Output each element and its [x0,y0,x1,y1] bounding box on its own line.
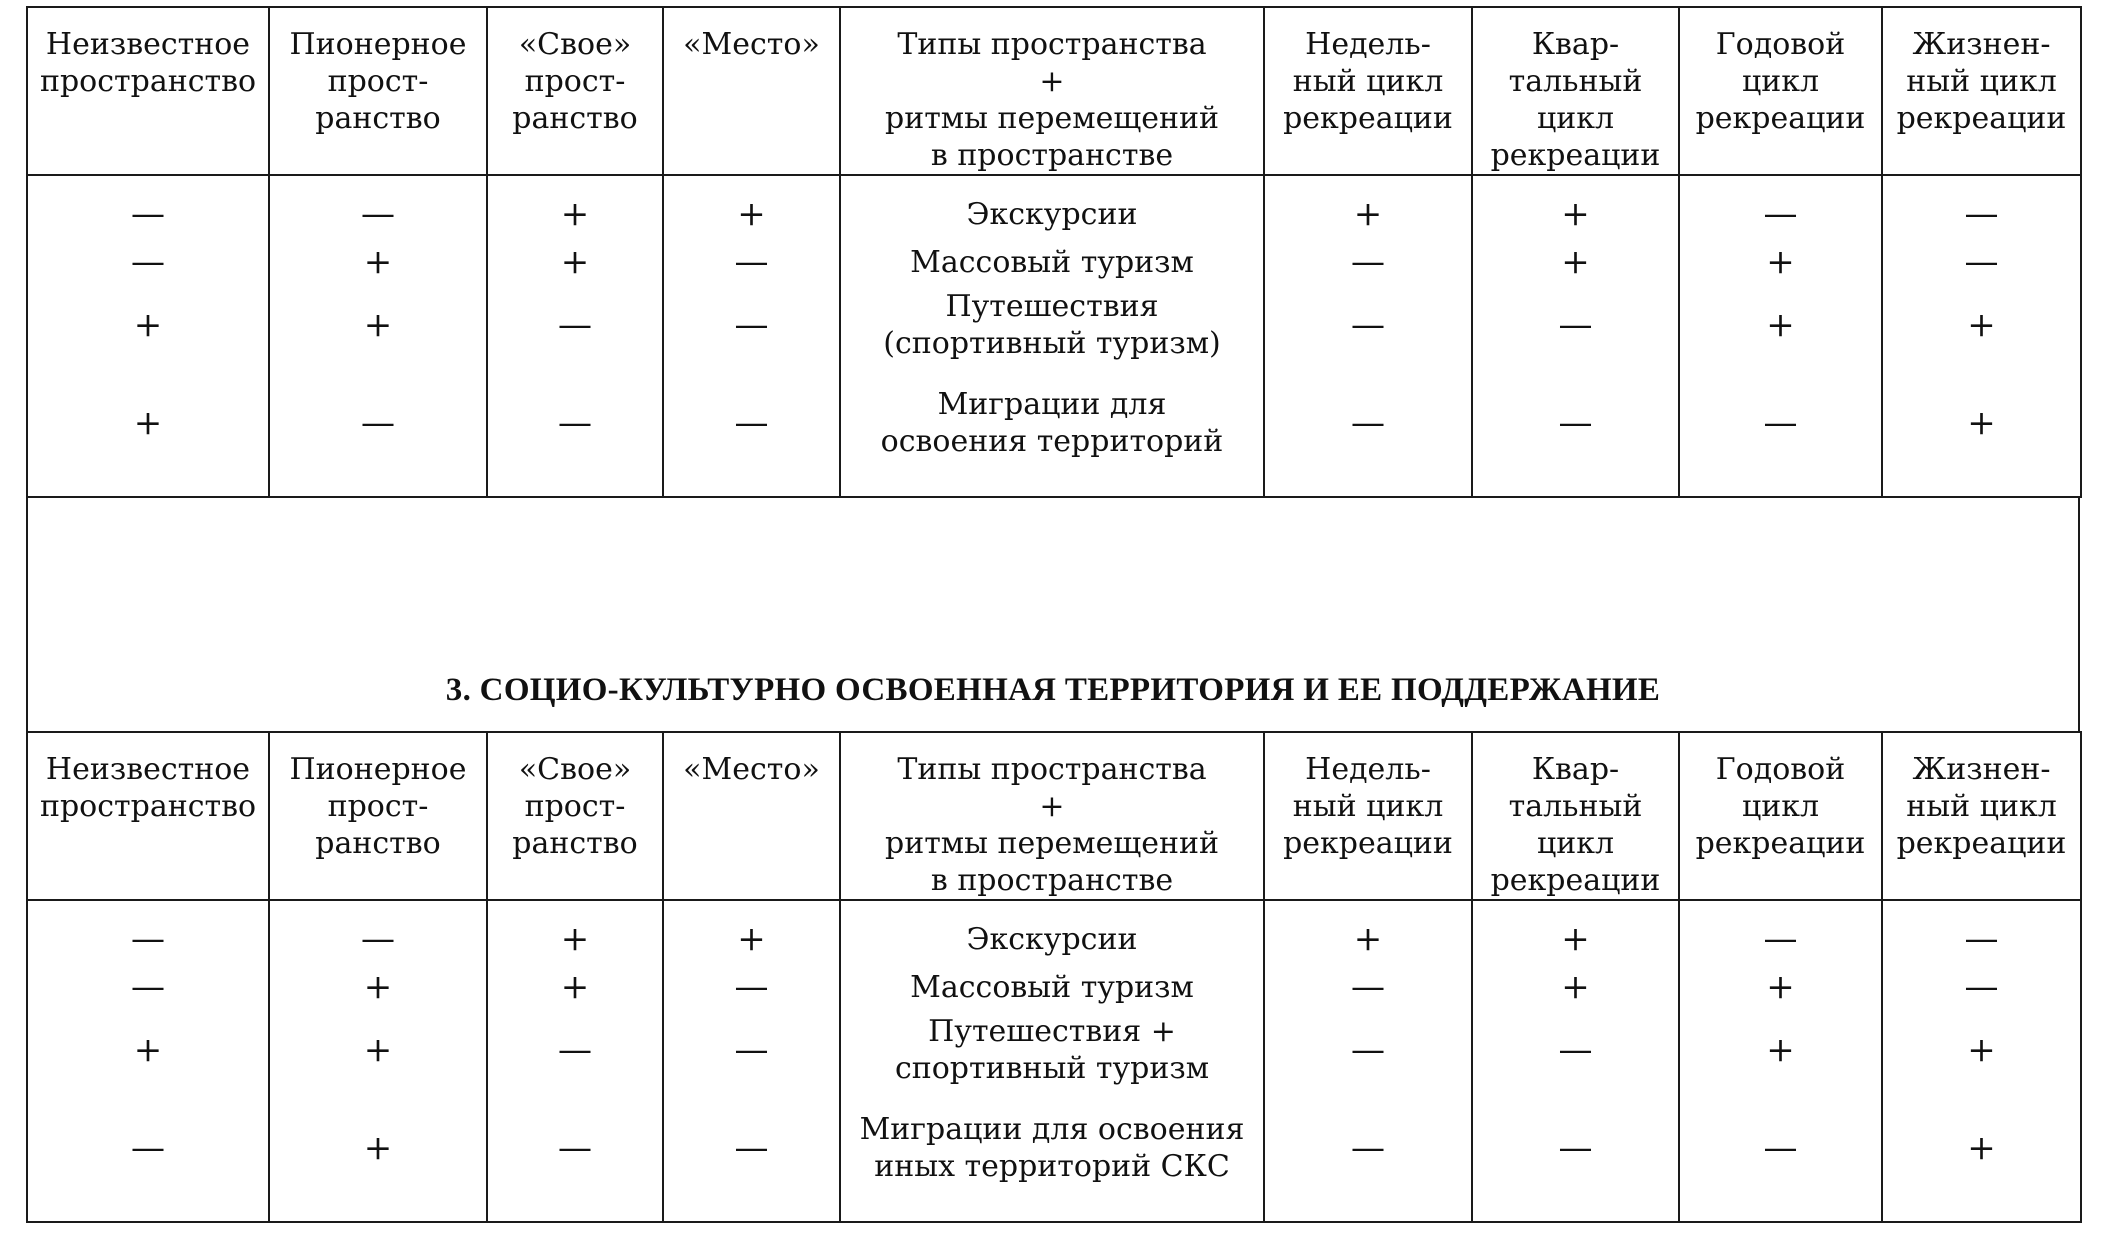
table-1-body [26,176,2082,498]
column-header-line: Недель- [1305,27,1431,62]
cycle-sign-cell: — [1882,238,2081,286]
cycle-sign-cell: — [1679,901,1882,963]
cycle-sign-cell: + [1882,1011,2081,1089]
sign-cell: — [269,901,487,963]
column-header-line: рекреации [1695,826,1866,861]
cycle-sign-cell: + [1882,286,2081,364]
sign-cell: — [487,364,663,497]
column-header-line: Типы пространства [897,752,1207,787]
column-header-line: пространство [39,789,257,824]
column-header-line: прост- [327,64,429,99]
column-header-line: цикл [1741,64,1820,99]
column-header-line: + [1039,789,1065,824]
column-header [1472,7,1679,175]
cycle-sign-cell: + [1679,963,1882,1011]
sign-cell: + [663,901,840,963]
column-header-line: ный цикл [1906,789,2057,824]
column-header-line: Жизнен- [1912,27,2051,62]
cycle-sign-cell: — [1882,963,2081,1011]
sign-cell: — [269,176,487,238]
column-header-line: рекреации [1896,101,2067,136]
movement-type-line: Путешествия + [928,1014,1176,1049]
sign-cell: — [487,286,663,364]
cycle-sign-cell: + [1264,901,1472,963]
column-header-line: рекреации [1490,138,1661,173]
sign-cell: + [27,364,269,497]
table-row [27,364,2081,497]
sign-cell: — [663,286,840,364]
movement-type-line: (спортивный туризм) [883,326,1221,361]
movement-type-line: спортивный туризм [894,1051,1210,1086]
column-header [27,7,269,175]
column-header [1882,7,2081,175]
cycle-sign-cell: — [1472,286,1679,364]
column-header-line: Неизвестное [45,752,251,787]
table-row [27,1011,2081,1089]
cycle-sign-cell: + [1679,1011,1882,1089]
column-header-line: Годовой [1715,752,1846,787]
column-header [27,732,269,900]
sign-cell: — [663,1089,840,1222]
column-header [1264,732,1472,900]
cycle-sign-cell: — [1679,176,1882,238]
column-header [487,732,663,900]
column-header-line: Типы пространства [897,27,1207,62]
column-header-line: рекреации [1490,863,1661,898]
column-header-line: Пионерное [289,27,467,62]
movement-type-cell [840,238,1264,286]
movement-type-cell [840,286,1264,364]
sign-cell: + [269,1089,487,1222]
cycle-sign-cell: + [1679,238,1882,286]
sign-cell: + [269,1011,487,1089]
sign-cell: — [487,1011,663,1089]
column-header-line: ритмы перемещений [885,101,1219,136]
cycle-sign-cell: — [1679,364,1882,497]
cycle-sign-cell: — [1264,238,1472,286]
sign-cell: — [487,1089,663,1222]
table-row [27,901,2081,963]
column-header-line: пространство [39,64,257,99]
column-header-line: Квар- [1531,752,1620,787]
column-header-line: «Свое» [518,27,632,62]
column-header-line: ритмы перемещений [885,826,1219,861]
movement-type-cell [840,176,1264,238]
column-header-line: ный цикл [1906,64,2057,99]
movement-type-line: Экскурсии [966,196,1138,232]
table-2-body [26,901,2082,1223]
column-header [1679,7,1882,175]
column-header-line: прост- [524,789,626,824]
column-header-line: рекреации [1695,101,1866,136]
column-header-line: цикл [1536,826,1615,861]
column-header-line: рекреации [1283,101,1453,136]
column-header-line: Пионерное [289,752,467,787]
cycle-sign-cell: — [1679,1089,1882,1222]
sign-cell: + [487,238,663,286]
cycle-sign-cell: — [1472,1089,1679,1222]
column-header-line: «Место» [683,752,820,787]
column-header [1472,732,1679,900]
column-header-line: тальный [1508,789,1643,824]
column-header-line: «Свое» [518,752,632,787]
column-header [269,7,487,175]
cycle-sign-cell: — [1264,963,1472,1011]
column-header [840,7,1264,175]
movement-type-line: освоения территорий [880,424,1224,459]
column-header-line: прост- [524,64,626,99]
cycle-sign-cell: + [1472,963,1679,1011]
sign-cell: — [663,364,840,497]
sign-cell: + [663,176,840,238]
column-header-line: Неизвестное [45,27,251,62]
column-header-line: ранство [512,826,638,861]
cycle-sign-cell: + [1264,176,1472,238]
cycle-sign-cell: + [1472,176,1679,238]
movement-type-cell [840,963,1264,1011]
table-row [27,238,2081,286]
document-page [26,6,2080,1223]
cycle-sign-cell: — [1472,1011,1679,1089]
movement-type-cell [840,364,1264,497]
movement-type-line: Миграции для освоения [859,1112,1245,1147]
column-header-line: цикл [1536,101,1615,136]
cycle-sign-cell: + [1882,1089,2081,1222]
column-header-line: ранство [512,101,638,136]
column-header-line: рекреации [1283,826,1453,861]
sign-cell: + [27,286,269,364]
column-header-line: ный цикл [1292,64,1444,99]
cycle-sign-cell: + [1472,238,1679,286]
column-header [1882,732,2081,900]
table-row [27,176,2081,238]
movement-type-cell [840,1011,1264,1089]
cycle-sign-cell: — [1882,901,2081,963]
column-header-line: рекреации [1896,826,2067,861]
table-row [27,1089,2081,1222]
column-header-line: Годовой [1715,27,1846,62]
sign-cell: — [27,901,269,963]
header-row [27,732,2081,900]
sign-cell: — [27,238,269,286]
table-row [27,963,2081,1011]
sign-cell: — [269,364,487,497]
sign-cell: — [27,963,269,1011]
sign-cell: + [487,963,663,1011]
movement-type-line: Путешествия [945,289,1159,324]
column-header-line: ранство [315,826,441,861]
column-header-line: прост- [327,789,429,824]
movement-type-line: Массовый туризм [910,969,1194,1005]
cycle-sign-cell: — [1882,176,2081,238]
column-header [487,7,663,175]
movement-type-line: иных территорий СКС [874,1149,1230,1184]
movement-type-line: Массовый туризм [910,244,1194,280]
cycle-sign-cell: — [1472,364,1679,497]
column-header-line: «Место» [683,27,820,62]
sign-cell: — [27,176,269,238]
sign-cell: — [27,1089,269,1222]
sign-cell: + [487,901,663,963]
sign-cell: + [269,238,487,286]
sign-cell: + [269,963,487,1011]
table-1-header [26,6,2082,176]
sign-cell: + [27,1011,269,1089]
sign-cell: — [663,1011,840,1089]
sign-cell: — [663,963,840,1011]
sign-cell: — [663,238,840,286]
column-header [1264,7,1472,175]
movement-type-line: Экскурсии [966,921,1138,957]
movement-type-cell [840,901,1264,963]
column-header [663,7,840,175]
column-header-line: ранство [315,101,441,136]
column-header-line: цикл [1741,789,1820,824]
column-header-line: тальный [1508,64,1643,99]
table-2-header [26,731,2082,901]
column-header [840,732,1264,900]
header-row [27,7,2081,175]
cycle-sign-cell: — [1264,1089,1472,1222]
cycle-sign-cell: — [1264,286,1472,364]
column-header-line: + [1039,64,1065,99]
sign-cell: + [487,176,663,238]
column-header [269,732,487,900]
column-header-line: Жизнен- [1912,752,2051,787]
column-header-line: Квар- [1531,27,1620,62]
movement-type-cell [840,1089,1264,1222]
column-header-line: Недель- [1305,752,1431,787]
column-header-line: ный цикл [1292,789,1444,824]
movement-type-line: Миграции для [937,387,1167,422]
cycle-sign-cell: + [1882,364,2081,497]
section-title-text: 3. СОЦИО-КУЛЬТУРНО ОСВОЕННАЯ ТЕРРИТОРИЯ И ЕЕ ПОДДЕРЖАНИЕ [445,672,1661,708]
cycle-sign-cell: + [1679,286,1882,364]
column-header-line: в пространстве [930,863,1174,898]
column-header [1679,732,1882,900]
column-header-line: в пространстве [930,138,1174,173]
column-header [663,732,840,900]
cycle-sign-cell: — [1264,1011,1472,1089]
cycle-sign-cell: — [1264,364,1472,497]
sign-cell: + [269,286,487,364]
table-row [27,286,2081,364]
section-heading [26,498,2080,731]
cycle-sign-cell: + [1472,901,1679,963]
